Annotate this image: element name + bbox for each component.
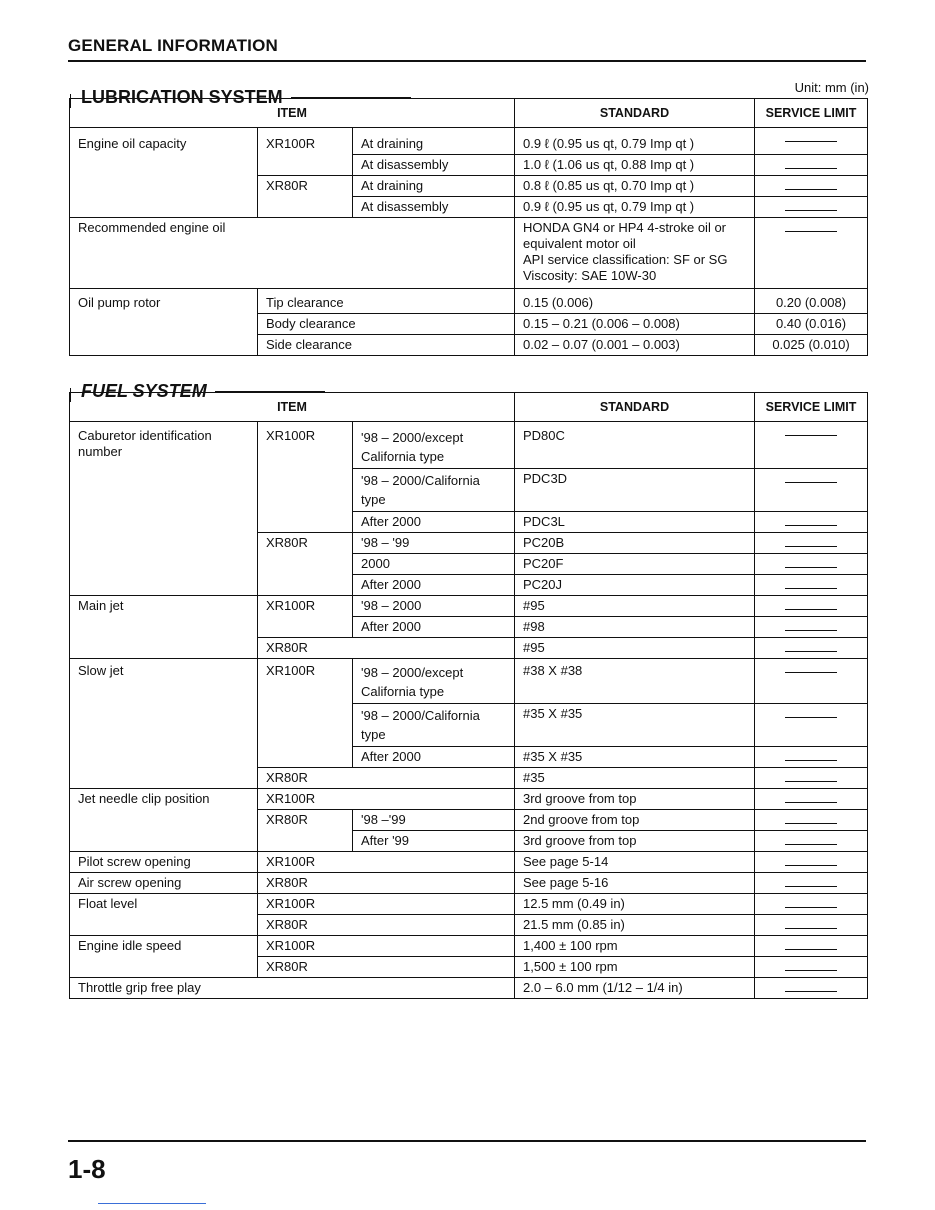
limit-cell	[755, 533, 868, 554]
row-label: Engine oil capacity	[70, 128, 258, 218]
row-label: Caburetor identification number	[70, 422, 258, 596]
limit-cell	[755, 873, 868, 894]
limit-cell	[755, 957, 868, 978]
condition-cell: '98 – '99	[353, 533, 515, 554]
limit-cell	[755, 747, 868, 768]
standard-cell: 0.15 (0.006)	[515, 289, 755, 314]
row-label: Jet needle clip position	[70, 789, 258, 852]
limit-cell	[755, 218, 868, 289]
table-row	[70, 936, 868, 957]
limit-cell	[755, 554, 868, 575]
footer-rule	[68, 1140, 866, 1142]
fuel-table	[69, 392, 868, 999]
standard-line: HONDA GN4 or HP4 4-stroke oil or	[523, 220, 727, 235]
model-cell: XR100R	[258, 596, 353, 638]
model-cell: XR100R	[258, 894, 515, 915]
condition-cell: After 2000	[353, 617, 515, 638]
header-rule	[68, 60, 866, 62]
standard-line: Viscosity: SAE 10W-30	[523, 268, 657, 283]
table-row	[70, 596, 868, 617]
standard-cell: PC20B	[515, 533, 755, 554]
model-cell: XR80R	[258, 873, 515, 894]
standard-cell: 2nd groove from top	[515, 810, 755, 831]
row-label: Pilot screw opening	[70, 852, 258, 873]
standard-cell: #35 X #35	[515, 704, 755, 747]
table-row	[70, 289, 868, 314]
limit-cell	[755, 575, 868, 596]
lubrication-section-title: LUBRICATION SYSTEM	[70, 86, 411, 108]
table-row	[70, 873, 868, 894]
limit-cell	[755, 810, 868, 831]
limit-cell	[755, 978, 868, 999]
condition-cell: At draining	[353, 128, 515, 155]
standard-cell: #35 X #35	[515, 747, 755, 768]
condition-cell: After 2000	[353, 747, 515, 768]
standard-cell: 0.02 – 0.07 (0.001 – 0.003)	[515, 335, 755, 356]
model-cell: XR80R	[258, 768, 515, 789]
table-row	[70, 894, 868, 915]
fuel-section-title: FUEL SYSTEM	[70, 380, 325, 402]
page-number: 1-8	[68, 1154, 106, 1184]
row-label: Engine idle speed	[70, 936, 258, 978]
limit-cell	[755, 831, 868, 852]
model-cell: XR100R	[258, 936, 515, 957]
standard-cell: 2.0 – 6.0 mm (1/12 – 1/4 in)	[515, 978, 755, 999]
item-cell: Tip clearance	[258, 289, 515, 314]
model-cell: XR80R	[258, 638, 515, 659]
limit-cell: 0.40 (0.016)	[755, 314, 868, 335]
standard-cell: #95	[515, 596, 755, 617]
item-header: ITEM	[70, 99, 515, 128]
row-label: Air screw opening	[70, 873, 258, 894]
link-underline[interactable]	[98, 1203, 206, 1204]
table-row	[70, 128, 868, 155]
page-header: GENERAL INFORMATION	[68, 36, 278, 55]
limit-cell	[755, 512, 868, 533]
standard-cell: 3rd groove from top	[515, 831, 755, 852]
standard-cell: 0.9 ℓ (0.95 us qt, 0.79 Imp qt )	[515, 128, 755, 155]
unit-label: Unit: mm (in)	[794, 80, 869, 95]
standard-cell: PD80C	[515, 422, 755, 469]
limit-header: SERVICE LIMIT	[755, 99, 868, 128]
limit-cell	[755, 128, 868, 155]
limit-cell	[755, 469, 868, 512]
limit-cell	[755, 638, 868, 659]
model-cell: XR100R	[258, 128, 353, 176]
standard-cell: 21.5 mm (0.85 in)	[515, 915, 755, 936]
limit-cell	[755, 422, 868, 469]
limit-cell	[755, 704, 868, 747]
standard-cell: 3rd groove from top	[515, 789, 755, 810]
model-cell: XR80R	[258, 810, 353, 852]
condition-cell: 2000	[353, 554, 515, 575]
condition-cell: '98 –'99	[353, 810, 515, 831]
standard-line: API service classification: SF or SG	[523, 252, 728, 267]
standard-cell: #95	[515, 638, 755, 659]
model-cell: XR100R	[258, 789, 515, 810]
condition-cell: At disassembly	[353, 197, 515, 218]
model-cell: XR100R	[258, 422, 353, 533]
table-row	[70, 218, 868, 289]
row-label: Recommended engine oil	[70, 218, 515, 289]
standard-line: equivalent motor oil	[523, 236, 636, 251]
condition-cell: '98 – 2000/except California type	[353, 422, 515, 469]
condition-cell: '98 – 2000/California type	[353, 469, 515, 512]
condition-cell: '98 – 2000/California type	[353, 704, 515, 747]
limit-cell	[755, 936, 868, 957]
condition-cell: '98 – 2000	[353, 596, 515, 617]
limit-cell	[755, 197, 868, 218]
row-label: Float level	[70, 894, 258, 936]
standard-cell: 0.8 ℓ (0.85 us qt, 0.70 Imp qt )	[515, 176, 755, 197]
limit-cell	[755, 915, 868, 936]
row-label: Slow jet	[70, 659, 258, 789]
limit-cell: 0.20 (0.008)	[755, 289, 868, 314]
row-label: Main jet	[70, 596, 258, 659]
limit-cell	[755, 176, 868, 197]
standard-cell: 1.0 ℓ (1.06 us qt, 0.88 Imp qt )	[515, 155, 755, 176]
limit-cell	[755, 789, 868, 810]
standard-cell: PDC3D	[515, 469, 755, 512]
row-label: Oil pump rotor	[70, 289, 258, 356]
limit-cell	[755, 659, 868, 704]
table-row	[70, 852, 868, 873]
item-cell: Body clearance	[258, 314, 515, 335]
standard-cell: 1,500 ± 100 rpm	[515, 957, 755, 978]
standard-cell: #38 X #38	[515, 659, 755, 704]
standard-cell: 12.5 mm (0.49 in)	[515, 894, 755, 915]
condition-cell: After 2000	[353, 575, 515, 596]
standard-cell: PC20F	[515, 554, 755, 575]
standard-cell: PDC3L	[515, 512, 755, 533]
limit-cell	[755, 768, 868, 789]
standard-cell: PC20J	[515, 575, 755, 596]
table-header-row	[70, 99, 868, 128]
condition-cell: After 2000	[353, 512, 515, 533]
table-row	[70, 659, 868, 704]
condition-cell: '98 – 2000/except California type	[353, 659, 515, 704]
table-header-row	[70, 393, 868, 422]
table-row	[70, 978, 868, 999]
condition-cell: At disassembly	[353, 155, 515, 176]
standard-cell: See page 5-14	[515, 852, 755, 873]
lubrication-table	[69, 98, 868, 356]
limit-cell	[755, 894, 868, 915]
standard-cell: #98	[515, 617, 755, 638]
row-label: Throttle grip free play	[70, 978, 515, 999]
table-row	[70, 422, 868, 469]
limit-cell: 0.025 (0.010)	[755, 335, 868, 356]
standard-cell: See page 5-16	[515, 873, 755, 894]
limit-cell	[755, 596, 868, 617]
item-cell: Side clearance	[258, 335, 515, 356]
standard-cell: 1,400 ± 100 rpm	[515, 936, 755, 957]
standard-header: STANDARD	[515, 393, 755, 422]
condition-cell: At draining	[353, 176, 515, 197]
standard-cell: 0.9 ℓ (0.95 us qt, 0.79 Imp qt )	[515, 197, 755, 218]
model-cell: XR80R	[258, 533, 353, 596]
model-cell: XR80R	[258, 176, 353, 218]
standard-cell	[515, 218, 755, 289]
table-row	[70, 789, 868, 810]
item-header: ITEM	[70, 393, 515, 422]
standard-header: STANDARD	[515, 99, 755, 128]
condition-cell: After '99	[353, 831, 515, 852]
model-cell: XR80R	[258, 915, 515, 936]
standard-cell: 0.15 – 0.21 (0.006 – 0.008)	[515, 314, 755, 335]
model-cell: XR100R	[258, 659, 353, 768]
limit-cell	[755, 617, 868, 638]
model-cell: XR80R	[258, 957, 515, 978]
model-cell: XR100R	[258, 852, 515, 873]
limit-cell	[755, 852, 868, 873]
limit-cell	[755, 155, 868, 176]
standard-cell: #35	[515, 768, 755, 789]
limit-header: SERVICE LIMIT	[755, 393, 868, 422]
